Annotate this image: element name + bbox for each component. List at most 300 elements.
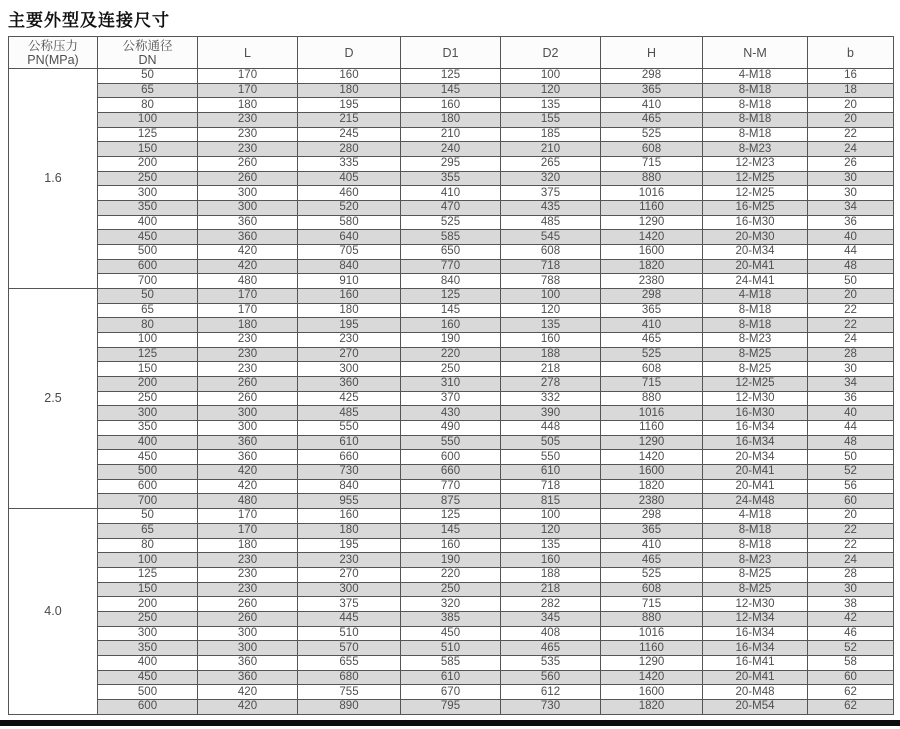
cell-n-m: 12-M23 xyxy=(703,157,808,172)
header-pn-line2: PN(MPa) xyxy=(27,52,79,67)
cell-d2: 718 xyxy=(501,479,601,494)
cell-d: 280 xyxy=(298,142,401,157)
cell-n-m: 20-M41 xyxy=(703,465,808,480)
cell-l: 230 xyxy=(198,142,298,157)
cell-d2: 282 xyxy=(501,597,601,612)
cell-b: 20 xyxy=(808,113,894,128)
cell-l: 360 xyxy=(198,655,298,670)
cell-dn: 150 xyxy=(98,142,198,157)
cell-d: 910 xyxy=(298,274,401,289)
cell-h: 298 xyxy=(601,509,703,524)
cell-d: 335 xyxy=(298,157,401,172)
cell-d1: 510 xyxy=(401,641,501,656)
cell-d1: 250 xyxy=(401,582,501,597)
cell-n-m: 8-M18 xyxy=(703,83,808,98)
cell-d: 460 xyxy=(298,186,401,201)
cell-b: 28 xyxy=(808,347,894,362)
cell-d1: 295 xyxy=(401,157,501,172)
cell-l: 420 xyxy=(198,245,298,260)
cell-dn: 125 xyxy=(98,567,198,582)
cell-d2: 120 xyxy=(501,303,601,318)
header-n-m: N-M xyxy=(703,37,808,69)
cell-b: 22 xyxy=(808,127,894,142)
pn-section-label: 2.5 xyxy=(9,289,98,509)
cell-b: 62 xyxy=(808,685,894,700)
cell-d1: 190 xyxy=(401,553,501,568)
cell-d1: 210 xyxy=(401,127,501,142)
cell-n-m: 24-M41 xyxy=(703,274,808,289)
cell-d2: 265 xyxy=(501,157,601,172)
cell-b: 60 xyxy=(808,670,894,685)
cell-d2: 332 xyxy=(501,391,601,406)
table-row xyxy=(9,421,894,436)
cell-h: 1160 xyxy=(601,641,703,656)
cell-d: 520 xyxy=(298,201,401,216)
cell-l: 230 xyxy=(198,567,298,582)
cell-b: 20 xyxy=(808,509,894,524)
cell-b: 48 xyxy=(808,259,894,274)
cell-n-m: 4-M18 xyxy=(703,69,808,84)
cell-h: 1016 xyxy=(601,406,703,421)
cell-n-m: 8-M18 xyxy=(703,127,808,142)
cell-d2: 535 xyxy=(501,655,601,670)
cell-dn: 125 xyxy=(98,127,198,142)
cell-n-m: 8-M25 xyxy=(703,582,808,597)
cell-dn: 65 xyxy=(98,523,198,538)
cell-b: 58 xyxy=(808,655,894,670)
table-row xyxy=(9,186,894,201)
cell-h: 1600 xyxy=(601,685,703,700)
cell-d: 730 xyxy=(298,465,401,480)
cell-d: 425 xyxy=(298,391,401,406)
table-header xyxy=(9,37,894,69)
header-d2: D2 xyxy=(501,37,601,69)
cell-d1: 310 xyxy=(401,377,501,392)
cell-dn: 450 xyxy=(98,230,198,245)
cell-dn: 450 xyxy=(98,450,198,465)
cell-b: 48 xyxy=(808,435,894,450)
table-row xyxy=(9,377,894,392)
cell-b: 28 xyxy=(808,567,894,582)
cell-dn: 300 xyxy=(98,626,198,641)
cell-h: 1290 xyxy=(601,435,703,450)
cell-dn: 80 xyxy=(98,318,198,333)
cell-h: 298 xyxy=(601,289,703,304)
cell-b: 30 xyxy=(808,186,894,201)
cell-d2: 448 xyxy=(501,421,601,436)
cell-l: 170 xyxy=(198,303,298,318)
header-dn xyxy=(98,37,198,69)
cell-d: 955 xyxy=(298,494,401,509)
cell-n-m: 8-M18 xyxy=(703,98,808,113)
cell-h: 715 xyxy=(601,597,703,612)
table-row xyxy=(9,157,894,172)
cell-d1: 840 xyxy=(401,274,501,289)
cell-dn: 350 xyxy=(98,421,198,436)
table-row xyxy=(9,641,894,656)
cell-dn: 600 xyxy=(98,699,198,714)
cell-d1: 490 xyxy=(401,421,501,436)
header-b: b xyxy=(808,37,894,69)
cell-h: 2380 xyxy=(601,494,703,509)
table-row xyxy=(9,494,894,509)
cell-l: 420 xyxy=(198,479,298,494)
cell-d: 300 xyxy=(298,582,401,597)
cell-b: 40 xyxy=(808,406,894,421)
cell-h: 410 xyxy=(601,318,703,333)
cell-d1: 125 xyxy=(401,509,501,524)
cell-n-m: 20-M48 xyxy=(703,685,808,700)
cell-d1: 875 xyxy=(401,494,501,509)
header-d: D xyxy=(298,37,401,69)
cell-n-m: 16-M41 xyxy=(703,655,808,670)
cell-d2: 160 xyxy=(501,333,601,348)
cell-n-m: 12-M25 xyxy=(703,377,808,392)
cell-d1: 430 xyxy=(401,406,501,421)
cell-dn: 80 xyxy=(98,538,198,553)
cell-l: 230 xyxy=(198,127,298,142)
cell-d1: 450 xyxy=(401,626,501,641)
cell-d2: 345 xyxy=(501,611,601,626)
cell-n-m: 16-M25 xyxy=(703,201,808,216)
cell-n-m: 8-M23 xyxy=(703,333,808,348)
cell-d1: 770 xyxy=(401,479,501,494)
cell-l: 360 xyxy=(198,435,298,450)
cell-d1: 125 xyxy=(401,289,501,304)
cell-d: 230 xyxy=(298,553,401,568)
cell-d1: 145 xyxy=(401,303,501,318)
cell-l: 180 xyxy=(198,318,298,333)
header-dn-line1: 公称通径 xyxy=(122,38,173,53)
table-row xyxy=(9,113,894,128)
cell-d1: 160 xyxy=(401,98,501,113)
table-row xyxy=(9,538,894,553)
cell-b: 34 xyxy=(808,377,894,392)
header-pn xyxy=(9,37,98,69)
table-row xyxy=(9,626,894,641)
table-row xyxy=(9,318,894,333)
cell-b: 22 xyxy=(808,538,894,553)
cell-d2: 718 xyxy=(501,259,601,274)
table-body xyxy=(9,69,894,715)
cell-h: 465 xyxy=(601,113,703,128)
table-row xyxy=(9,582,894,597)
cell-b: 16 xyxy=(808,69,894,84)
cell-d1: 125 xyxy=(401,69,501,84)
header-row xyxy=(9,37,894,69)
cell-dn: 300 xyxy=(98,406,198,421)
table-row xyxy=(9,230,894,245)
cell-b: 44 xyxy=(808,421,894,436)
cell-d2: 788 xyxy=(501,274,601,289)
cell-h: 525 xyxy=(601,347,703,362)
pn-section-label: 1.6 xyxy=(9,69,98,289)
table-row xyxy=(9,567,894,582)
cell-d1: 670 xyxy=(401,685,501,700)
cell-d: 840 xyxy=(298,479,401,494)
cell-h: 410 xyxy=(601,538,703,553)
cell-n-m: 16-M30 xyxy=(703,406,808,421)
header-pn-line1: 公称压力 xyxy=(27,38,78,53)
cell-n-m: 8-M18 xyxy=(703,318,808,333)
cell-d: 195 xyxy=(298,318,401,333)
cell-dn: 100 xyxy=(98,553,198,568)
cell-d: 270 xyxy=(298,347,401,362)
cell-d: 270 xyxy=(298,567,401,582)
cell-l: 300 xyxy=(198,201,298,216)
cell-d2: 550 xyxy=(501,450,601,465)
cell-d: 610 xyxy=(298,435,401,450)
cell-l: 300 xyxy=(198,406,298,421)
cell-d2: 188 xyxy=(501,347,601,362)
cell-l: 260 xyxy=(198,611,298,626)
cell-b: 52 xyxy=(808,641,894,656)
cell-h: 465 xyxy=(601,553,703,568)
cell-l: 180 xyxy=(198,538,298,553)
cell-n-m: 8-M18 xyxy=(703,523,808,538)
cell-d: 580 xyxy=(298,215,401,230)
table-row xyxy=(9,450,894,465)
cell-dn: 200 xyxy=(98,377,198,392)
table-row xyxy=(9,127,894,142)
header-l: L xyxy=(198,37,298,69)
table-row xyxy=(9,553,894,568)
cell-n-m: 16-M34 xyxy=(703,626,808,641)
cell-h: 715 xyxy=(601,157,703,172)
cell-d2: 505 xyxy=(501,435,601,450)
cell-d2: 375 xyxy=(501,186,601,201)
cell-n-m: 16-M34 xyxy=(703,435,808,450)
cell-d1: 355 xyxy=(401,171,501,186)
cell-d2: 185 xyxy=(501,127,601,142)
cell-n-m: 20-M34 xyxy=(703,450,808,465)
cell-n-m: 8-M25 xyxy=(703,362,808,377)
table-row xyxy=(9,201,894,216)
cell-dn: 400 xyxy=(98,435,198,450)
cell-d2: 218 xyxy=(501,582,601,597)
cell-l: 420 xyxy=(198,465,298,480)
cell-dn: 350 xyxy=(98,201,198,216)
cell-d: 705 xyxy=(298,245,401,260)
cell-l: 300 xyxy=(198,641,298,656)
cell-d1: 385 xyxy=(401,611,501,626)
cell-b: 18 xyxy=(808,83,894,98)
cell-dn: 50 xyxy=(98,509,198,524)
cell-dn: 65 xyxy=(98,83,198,98)
cell-d1: 585 xyxy=(401,230,501,245)
cell-b: 42 xyxy=(808,611,894,626)
cell-dn: 600 xyxy=(98,479,198,494)
cell-b: 50 xyxy=(808,274,894,289)
cell-h: 608 xyxy=(601,142,703,157)
cell-d1: 370 xyxy=(401,391,501,406)
cell-d1: 160 xyxy=(401,538,501,553)
cell-n-m: 4-M18 xyxy=(703,509,808,524)
cell-dn: 100 xyxy=(98,113,198,128)
cell-b: 30 xyxy=(808,582,894,597)
cell-dn: 200 xyxy=(98,597,198,612)
cell-d1: 550 xyxy=(401,435,501,450)
cell-d2: 320 xyxy=(501,171,601,186)
cell-n-m: 8-M18 xyxy=(703,538,808,553)
table-row xyxy=(9,274,894,289)
table-row xyxy=(9,69,894,84)
cell-d2: 485 xyxy=(501,215,601,230)
cell-l: 230 xyxy=(198,333,298,348)
cell-d: 680 xyxy=(298,670,401,685)
cell-l: 230 xyxy=(198,362,298,377)
cell-dn: 200 xyxy=(98,157,198,172)
cell-h: 1290 xyxy=(601,655,703,670)
table-row xyxy=(9,611,894,626)
header-h: H xyxy=(601,37,703,69)
cell-h: 608 xyxy=(601,582,703,597)
cell-b: 20 xyxy=(808,289,894,304)
cell-d: 890 xyxy=(298,699,401,714)
cell-h: 1160 xyxy=(601,421,703,436)
cell-h: 880 xyxy=(601,391,703,406)
cell-n-m: 20-M34 xyxy=(703,245,808,260)
table-row xyxy=(9,245,894,260)
cell-d1: 650 xyxy=(401,245,501,260)
cell-d1: 145 xyxy=(401,83,501,98)
table-row xyxy=(9,171,894,186)
cell-h: 2380 xyxy=(601,274,703,289)
cell-n-m: 20-M41 xyxy=(703,479,808,494)
cell-b: 30 xyxy=(808,171,894,186)
cell-d: 840 xyxy=(298,259,401,274)
cell-l: 230 xyxy=(198,582,298,597)
cell-n-m: 12-M34 xyxy=(703,611,808,626)
cell-l: 230 xyxy=(198,347,298,362)
cell-d: 445 xyxy=(298,611,401,626)
cell-d2: 100 xyxy=(501,289,601,304)
cell-l: 300 xyxy=(198,421,298,436)
cell-d1: 190 xyxy=(401,333,501,348)
cell-d: 405 xyxy=(298,171,401,186)
cell-l: 170 xyxy=(198,509,298,524)
cell-d: 160 xyxy=(298,509,401,524)
cell-n-m: 8-M23 xyxy=(703,553,808,568)
table-row xyxy=(9,699,894,714)
cell-h: 1820 xyxy=(601,479,703,494)
cell-d: 485 xyxy=(298,406,401,421)
table-row xyxy=(9,479,894,494)
cell-h: 1820 xyxy=(601,259,703,274)
cell-b: 24 xyxy=(808,142,894,157)
cell-d2: 612 xyxy=(501,685,601,700)
cell-h: 410 xyxy=(601,98,703,113)
cell-h: 465 xyxy=(601,333,703,348)
cell-l: 180 xyxy=(198,98,298,113)
cell-d: 180 xyxy=(298,83,401,98)
table-row xyxy=(9,83,894,98)
cell-d: 570 xyxy=(298,641,401,656)
cell-l: 420 xyxy=(198,685,298,700)
cell-d1: 220 xyxy=(401,347,501,362)
table-row xyxy=(9,362,894,377)
table-row xyxy=(9,333,894,348)
cell-n-m: 8-M25 xyxy=(703,567,808,582)
cell-d1: 180 xyxy=(401,113,501,128)
cell-d1: 470 xyxy=(401,201,501,216)
cell-d1: 250 xyxy=(401,362,501,377)
cell-dn: 450 xyxy=(98,670,198,685)
cell-h: 880 xyxy=(601,171,703,186)
cell-d1: 585 xyxy=(401,655,501,670)
cell-dn: 150 xyxy=(98,582,198,597)
cell-l: 300 xyxy=(198,626,298,641)
cell-h: 365 xyxy=(601,303,703,318)
table-row xyxy=(9,509,894,524)
cell-b: 60 xyxy=(808,494,894,509)
cell-d1: 240 xyxy=(401,142,501,157)
cell-h: 525 xyxy=(601,567,703,582)
cell-b: 24 xyxy=(808,553,894,568)
cell-l: 170 xyxy=(198,83,298,98)
cell-h: 1016 xyxy=(601,186,703,201)
cell-d2: 100 xyxy=(501,69,601,84)
table-row xyxy=(9,259,894,274)
cell-d2: 278 xyxy=(501,377,601,392)
table-row xyxy=(9,98,894,113)
cell-dn: 250 xyxy=(98,171,198,186)
pn-section-label: 4.0 xyxy=(9,509,98,714)
cell-n-m: 8-M23 xyxy=(703,142,808,157)
cell-d2: 465 xyxy=(501,641,601,656)
cell-d1: 660 xyxy=(401,465,501,480)
table-row xyxy=(9,465,894,480)
cell-n-m: 16-M30 xyxy=(703,215,808,230)
cell-dn: 500 xyxy=(98,465,198,480)
cell-h: 1160 xyxy=(601,201,703,216)
cell-b: 62 xyxy=(808,699,894,714)
table-row xyxy=(9,347,894,362)
cell-n-m: 20-M41 xyxy=(703,259,808,274)
cell-d2: 135 xyxy=(501,98,601,113)
cell-b: 30 xyxy=(808,362,894,377)
cell-d2: 610 xyxy=(501,465,601,480)
cell-dn: 500 xyxy=(98,685,198,700)
cell-d2: 135 xyxy=(501,538,601,553)
cell-l: 230 xyxy=(198,113,298,128)
table-row xyxy=(9,406,894,421)
cell-d2: 815 xyxy=(501,494,601,509)
cell-n-m: 12-M25 xyxy=(703,186,808,201)
cell-n-m: 16-M34 xyxy=(703,641,808,656)
cell-dn: 50 xyxy=(98,289,198,304)
cell-d: 550 xyxy=(298,421,401,436)
cell-l: 300 xyxy=(198,186,298,201)
table-row xyxy=(9,289,894,304)
cell-h: 525 xyxy=(601,127,703,142)
cell-dn: 65 xyxy=(98,303,198,318)
cell-b: 22 xyxy=(808,318,894,333)
cell-d1: 795 xyxy=(401,699,501,714)
cell-h: 298 xyxy=(601,69,703,84)
cell-d2: 160 xyxy=(501,553,601,568)
cell-l: 260 xyxy=(198,597,298,612)
cell-b: 44 xyxy=(808,245,894,260)
cell-d1: 600 xyxy=(401,450,501,465)
table-row xyxy=(9,303,894,318)
cell-l: 360 xyxy=(198,230,298,245)
bottom-rule xyxy=(0,720,900,726)
cell-d2: 560 xyxy=(501,670,601,685)
cell-d2: 435 xyxy=(501,201,601,216)
cell-dn: 350 xyxy=(98,641,198,656)
cell-d1: 220 xyxy=(401,567,501,582)
